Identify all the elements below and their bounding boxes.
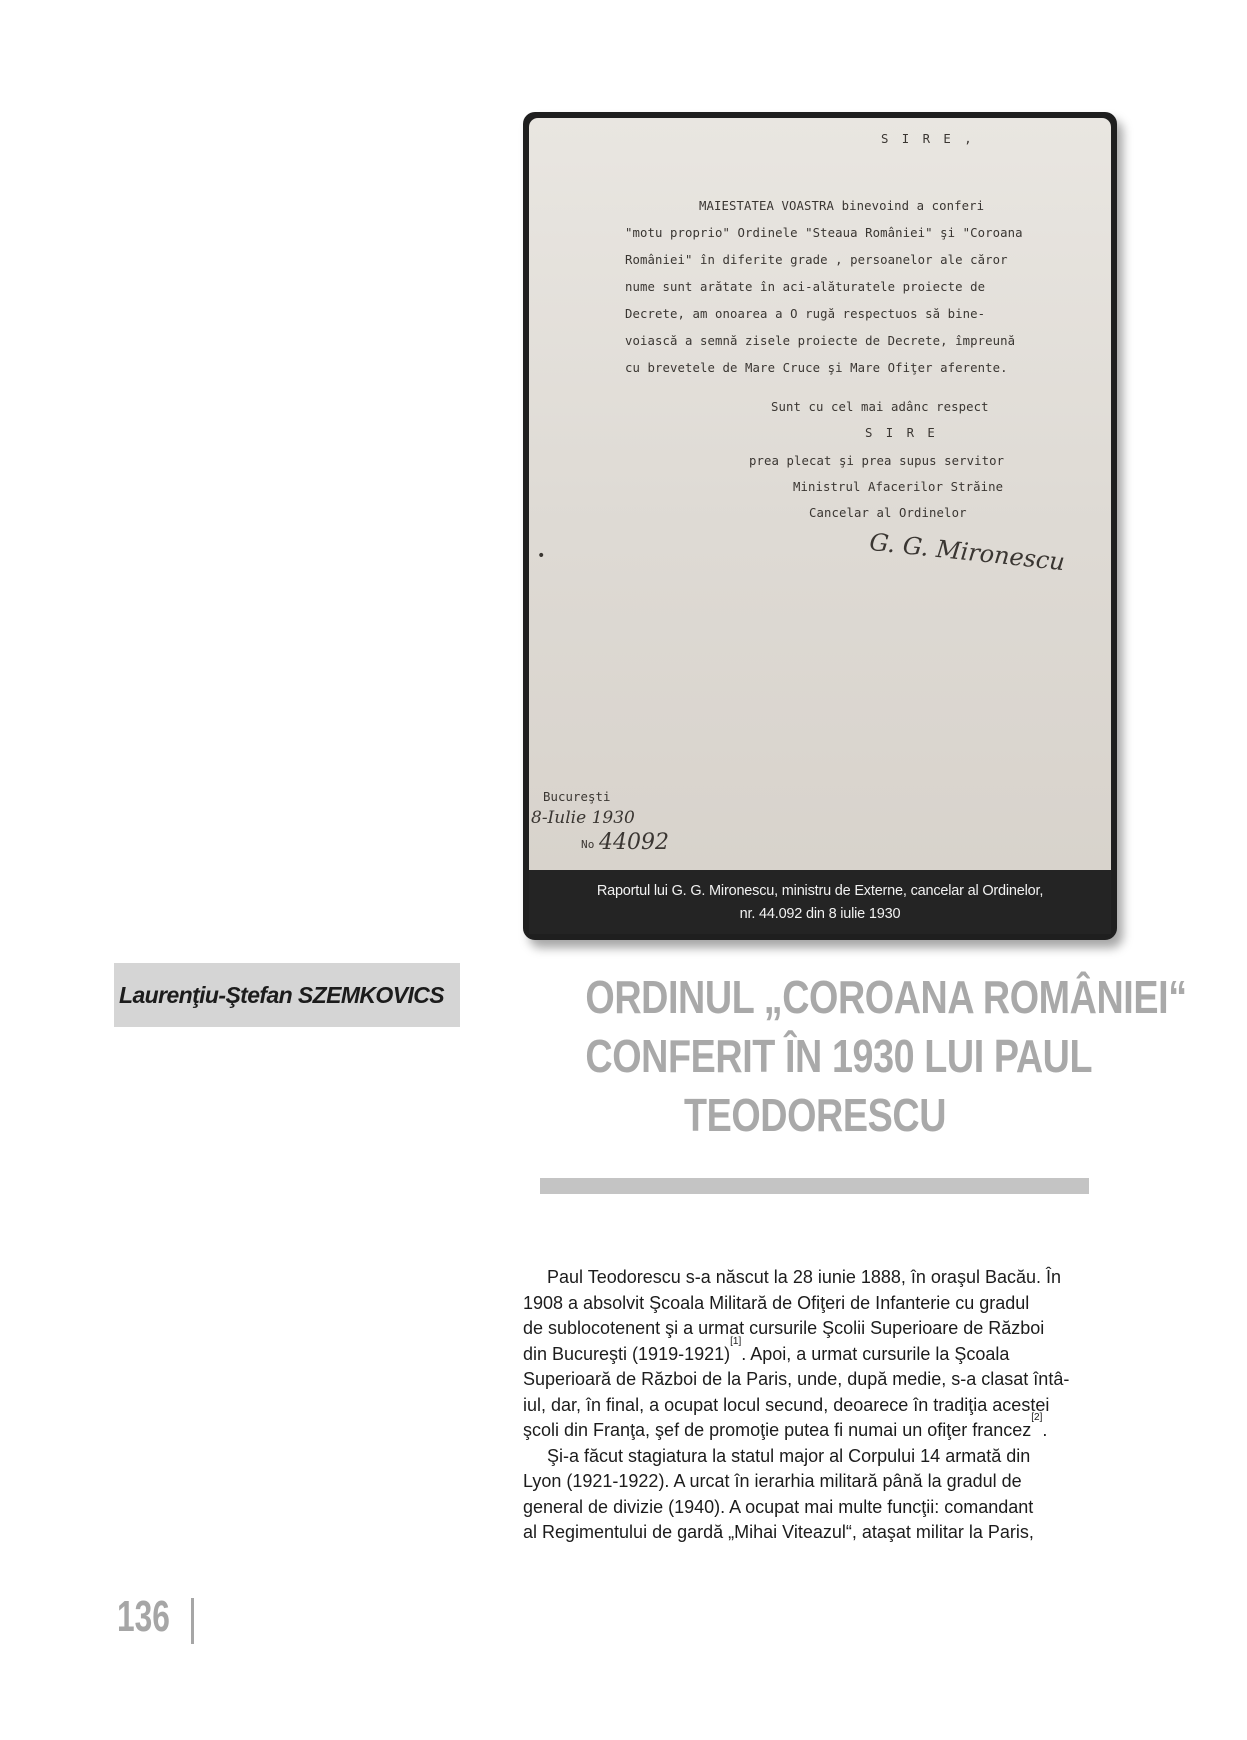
text-line: şcoli din Franţa, şef de promoţie putea fi numai un ofiţer francez [2] . — [523, 1418, 1089, 1444]
article-body — [523, 1265, 1089, 1546]
text-line: de sublocotenent şi a urmat cursurile Şcolii Superioare de Război — [523, 1318, 1045, 1338]
document-figure — [523, 112, 1117, 940]
text-line: Lyon (1921-1922). A urcat în ierarhia militară până la gradul de — [523, 1471, 1022, 1491]
footnote-ref[interactable]: [1] — [730, 1335, 742, 1347]
document-line: României" în diferite grade , persoanelor ale căror — [625, 253, 1008, 267]
document-line: voiască a semnă zisele proiecte de Decrete, împreună — [625, 334, 1016, 348]
document-place: Bucureşti — [543, 790, 611, 804]
article-title — [585, 968, 1187, 1145]
signature: G. G. Mironescu — [868, 527, 1067, 577]
document-line: "motu proprio" Ordinele "Steaua României" şi "Coroana — [625, 226, 1023, 240]
document-line: cu brevetele de Mare Cruce şi Mare Ofiţer aferente. — [625, 361, 1008, 375]
title-line: TEODORESCU — [683, 1089, 947, 1141]
document-date: 8-Iulie 1930 — [531, 808, 635, 828]
text-line: Şi-a făcut stagiatura la statul major al Corpului 14 armată din — [547, 1445, 1031, 1466]
text-line: 1908 a absolvit Şcoala Militară de Ofiţeri de Infanterie cu gradul — [523, 1292, 1030, 1313]
document-closing-line: Cancelar al Ordinelor — [809, 506, 967, 520]
caption-line: Raportul lui G. G. Mironescu, ministru de Externe, cancelar al Ordinelor, — [596, 883, 1044, 899]
document-line: Decrete, am onoarea a O rugă respectuos să bine- — [625, 307, 986, 321]
text-line: general de divizie (1940). A ocupat mai multe funcţii: comandant — [523, 1496, 1034, 1517]
text-line: Paul Teodorescu s-a născut la 28 iunie 1888, în oraşul Bacău. În — [547, 1267, 1062, 1287]
title-line: CONFERIT ÎN 1930 LUI PAUL — [585, 1030, 1093, 1082]
author-name: Laurenţiu-Ştefan SZEMKOVICS — [114, 963, 460, 1027]
page-number: 136 — [117, 1592, 170, 1641]
title-underline-bar — [540, 1178, 1089, 1194]
document-heading: S I R E , — [881, 132, 975, 146]
document-closing-line: S I R E — [865, 426, 938, 440]
document-closing-line: prea plecat şi prea supus servitor — [749, 454, 1005, 468]
document-line: nume sunt arătate în aci-alăturatele proiecte de — [625, 280, 986, 294]
historical-document-photo — [529, 118, 1111, 870]
document-number-label: No — [581, 838, 595, 851]
title-line: ORDINUL „COROANA ROMÂNIEI“ — [585, 971, 1187, 1023]
document-closing-line: Sunt cu cel mai adânc respect — [771, 400, 989, 414]
caption-line: nr. 44.092 din 8 iulie 1930 — [739, 906, 901, 922]
text-line: Superioară de Război de la Paris, unde, după medie, s-a clasat întâ- — [523, 1369, 1070, 1389]
text-line: din Bucureşti (1919-1921) [1] . Apoi, a urmat cursurile la Şcoala — [523, 1342, 1089, 1368]
footnote-ref[interactable]: [2] — [1031, 1412, 1043, 1423]
document-line: MAIESTATEA VOASTRA binevoind a conferi — [699, 199, 985, 213]
figure-caption — [529, 870, 1111, 934]
document-closing-line: Ministrul Afacerilor Străine — [793, 480, 1004, 494]
document-number: 44092 — [599, 830, 669, 855]
page-number-separator — [191, 1598, 194, 1644]
text-line: al Regimentului de gardă „Mihai Viteazul“, ataşat militar la Paris, — [523, 1522, 1034, 1542]
text-line: iul, dar, în final, a ocupat locul secund, deoarece în tradiţia acestei — [523, 1394, 1050, 1415]
dot-mark: • — [537, 548, 546, 564]
